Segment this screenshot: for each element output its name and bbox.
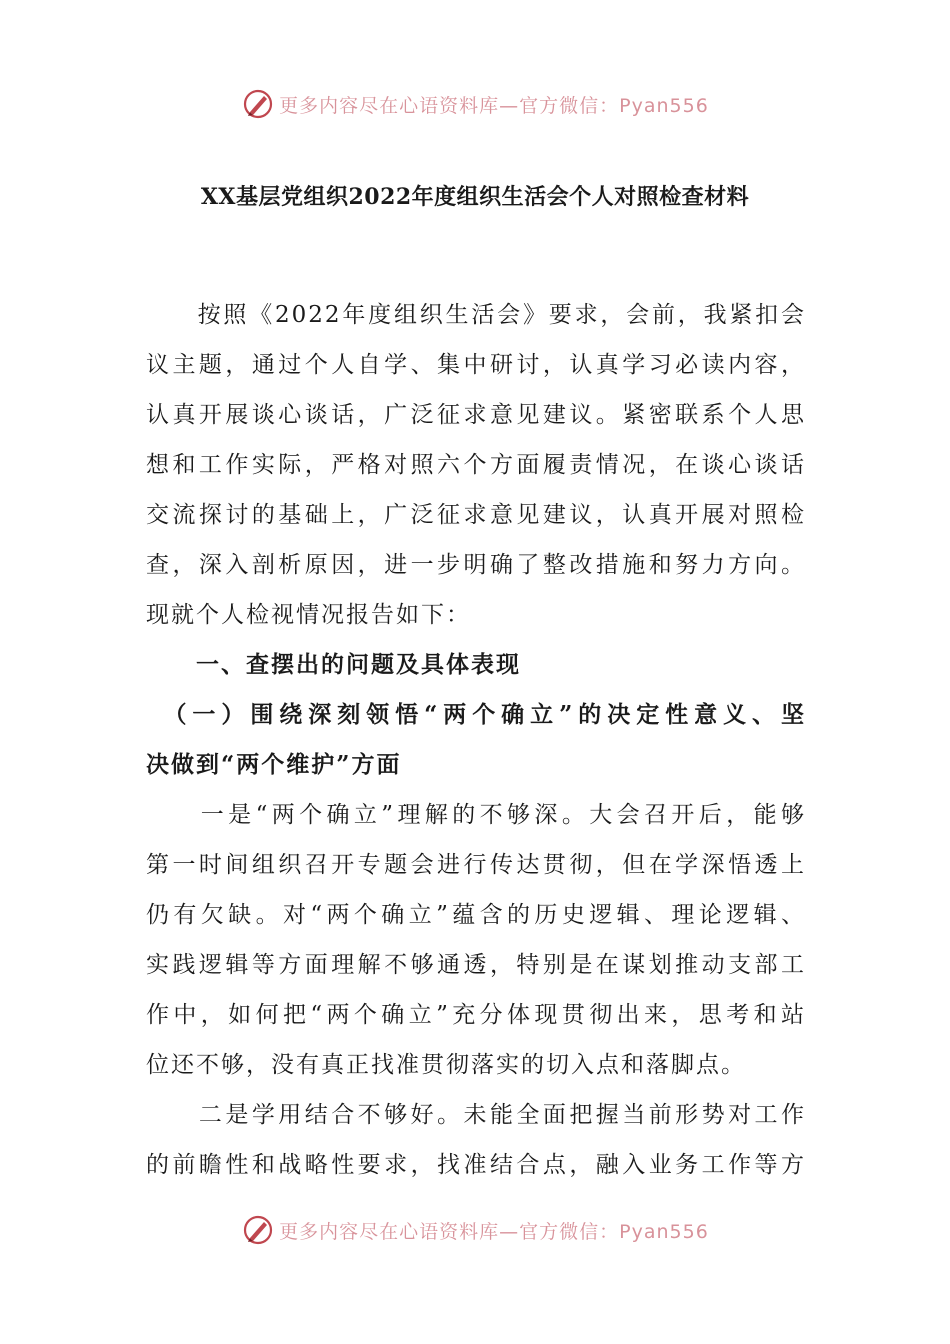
- document-title: XX基层党组织2022年度组织生活会个人对照检查材料: [200, 184, 750, 210]
- watermark-header: [0, 84, 950, 124]
- body-line: 位还不够，没有真正找准贯彻落实的切入点和落脚点。: [146, 1052, 746, 1078]
- heading-line: 决做到“两个维护”方面: [146, 751, 402, 778]
- body-line: 现就个人检视情况报告如下：: [146, 602, 471, 628]
- body-line: 交流探讨的基础上，广泛征求意见建议，认真开展对照检: [146, 502, 806, 528]
- watermark-text: 更多内容尽在心语资料库—官方微信：Pyan556: [279, 94, 709, 117]
- body-line: 仍有欠缺。对“两个确立”蕴含的历史逻辑、理论逻辑、: [146, 902, 806, 928]
- pen-icon: [241, 87, 275, 121]
- watermark-text: 更多内容尽在心语资料库—官方微信：Pyan556: [279, 1220, 709, 1243]
- body-line: 按照《2022年度组织生活会》要求，会前，我紧扣会: [146, 302, 806, 328]
- body-line: 一是“两个确立”理解的不够深。大会召开后，能够: [146, 802, 806, 828]
- body-line: 查，深入剖析原因，进一步明确了整改措施和努力方向。: [146, 552, 806, 578]
- body-line: 第一时间组织召开专题会进行传达贯彻，但在学深悟透上: [146, 852, 806, 878]
- body-line: 认真开展谈心谈话，广泛征求意见建议。紧密联系个人思: [146, 402, 806, 428]
- body-line: 实践逻辑等方面理解不够通透，特别是在谋划推动支部工: [146, 952, 806, 978]
- heading-line: 一、查摆出的问题及具体表现: [146, 651, 521, 678]
- pen-icon: [241, 1213, 275, 1247]
- heading-line: （一）围绕深刻领悟“两个确立”的决定性意义、坚: [146, 701, 806, 728]
- body-line: 议主题，通过个人自学、集中研讨，认真学习必读内容，: [146, 352, 806, 378]
- body-line: 想和工作实际，严格对照六个方面履责情况，在谈心谈话: [146, 452, 806, 478]
- body-line: 的前瞻性和战略性要求，找准结合点，融入业务工作等方: [146, 1152, 806, 1178]
- body-line: 作中，如何把“两个确立”充分体现贯彻出来，思考和站: [146, 1002, 806, 1028]
- body-line: 二是学用结合不够好。未能全面把握当前形势对工作: [146, 1102, 806, 1128]
- watermark-footer: [0, 1210, 950, 1250]
